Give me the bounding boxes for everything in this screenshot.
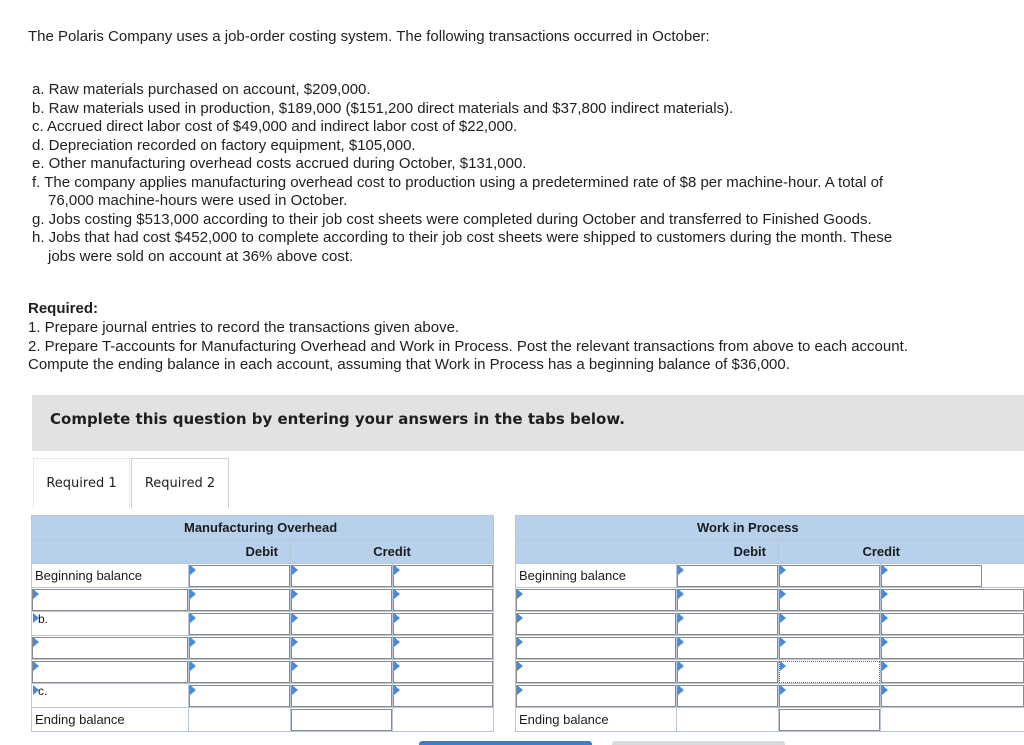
tab-required-2[interactable]: Required 2 xyxy=(131,458,229,508)
mo-debit-amount-input[interactable] xyxy=(189,637,290,659)
wip-credit-label-input[interactable] xyxy=(779,589,880,611)
wip-credit-amount-input[interactable] xyxy=(881,637,1024,659)
wip-credit-amount-input[interactable] xyxy=(881,565,982,587)
mo-ending-debit-cell xyxy=(189,708,291,732)
wip-credit-amount-input[interactable] xyxy=(881,685,1024,707)
instruction-banner xyxy=(32,395,1024,451)
mo-credit-amount-input[interactable] xyxy=(393,565,493,587)
mo-ending-credit-cell xyxy=(393,708,494,732)
mo-ending-balance-input[interactable] xyxy=(291,709,392,731)
wip-ending-debit-cell xyxy=(677,708,779,732)
wip-debit-label-input[interactable] xyxy=(516,613,676,635)
mo-debit-label-input[interactable] xyxy=(32,589,188,611)
mo-credit-amount-input[interactable] xyxy=(393,685,493,707)
mo-debit-label-input[interactable] xyxy=(32,637,188,659)
wip-debit-label-input[interactable] xyxy=(516,589,676,611)
wip-debit-label-input[interactable] xyxy=(516,661,676,683)
wip-debit-amount-input[interactable] xyxy=(677,565,778,587)
wip-debit-amount-input[interactable] xyxy=(677,661,778,683)
mo-debit-amount-input[interactable] xyxy=(189,589,290,611)
wip-debit-amount-input[interactable] xyxy=(677,685,778,707)
mo-ending-balance-label: Ending balance xyxy=(32,708,189,732)
transaction-e: e. Other manufacturing overhead costs accrued during October, $131,000. xyxy=(32,155,527,172)
intro-text: The Polaris Company uses a job-order costing system. The following transactions occurred in October: xyxy=(28,28,710,45)
wip-debit-amount-input[interactable] xyxy=(677,613,778,635)
mo-row-label-b[interactable]: b. xyxy=(32,612,189,636)
wip-row-label: Beginning balance xyxy=(516,564,677,588)
mo-credit-header: Credit xyxy=(291,540,494,564)
wip-ending-balance-input[interactable] xyxy=(779,709,880,731)
transaction-c: c. Accrued direct labor cost of $49,000 and indirect labor cost of $22,000. xyxy=(32,118,518,135)
mo-credit-amount-input[interactable] xyxy=(393,589,493,611)
mo-credit-amount-input[interactable] xyxy=(393,661,493,683)
mo-credit-label-input[interactable] xyxy=(291,565,392,587)
wip-debit-amount-input[interactable] xyxy=(677,589,778,611)
mo-debit-label-input[interactable] xyxy=(32,661,188,683)
transaction-g: g. Jobs costing $513,000 according to their job cost sheets were completed during October and transferred to Finished Goods. xyxy=(32,210,872,228)
required-list xyxy=(28,319,998,375)
wip-credit-label-input[interactable] xyxy=(779,685,880,707)
mo-debit-amount-input[interactable] xyxy=(189,661,290,683)
required-item-1: 1. Prepare journal entries to record the transactions given above. xyxy=(28,319,460,336)
wip-credit-label-input-focused[interactable] xyxy=(779,661,880,683)
transaction-d: d. Depreciation recorded on factory equipment, $105,000. xyxy=(32,136,416,154)
wip-credit-label-input[interactable] xyxy=(779,565,880,587)
wip-credit-header: Credit xyxy=(779,540,1024,564)
wip-credit-amount-input[interactable] xyxy=(881,613,1024,635)
mo-credit-label-input[interactable] xyxy=(291,589,392,611)
t-account-work-in-process xyxy=(515,515,1024,732)
mo-row-label: Beginning balance xyxy=(32,564,189,588)
wip-debit-header: Debit xyxy=(516,540,779,564)
tab-required-1[interactable]: Required 1 xyxy=(33,458,130,508)
mo-title: Manufacturing Overhead xyxy=(32,516,494,540)
wip-credit-label-input[interactable] xyxy=(779,637,880,659)
transaction-list xyxy=(32,81,1007,266)
next-tab-button[interactable] xyxy=(612,741,785,745)
wip-ending-credit-cell xyxy=(881,708,1024,732)
prev-tab-button[interactable] xyxy=(419,741,592,745)
mo-debit-header: Debit xyxy=(32,540,291,564)
mo-row-label-c[interactable]: c. xyxy=(32,684,189,708)
wip-ending-balance-label: Ending balance xyxy=(516,708,677,732)
mo-credit-amount-input[interactable] xyxy=(393,637,493,659)
wip-title: Work in Process xyxy=(516,516,1024,540)
mo-credit-label-input[interactable] xyxy=(291,613,392,635)
mo-debit-amount-input[interactable] xyxy=(189,613,290,635)
wip-credit-amount-input[interactable] xyxy=(881,589,1024,611)
wip-debit-amount-input[interactable] xyxy=(677,637,778,659)
mo-credit-amount-input[interactable] xyxy=(393,613,493,635)
transaction-a: a. Raw materials purchased on account, $209,000. xyxy=(32,81,371,98)
wip-debit-label-input[interactable] xyxy=(516,685,676,707)
transaction-f: f. The company applies manufacturing overhead cost to production using a predetermined rate of $8 per machine-hour. A total of 76,000 machine-hours were used in October. xyxy=(32,173,884,209)
banner-text: Complete this question by entering your answers in the tabs below. xyxy=(50,410,625,428)
transaction-b: b. Raw materials used in production, $189,000 ($151,200 direct materials and $37,800 indirect materials). xyxy=(32,99,734,117)
transaction-h: h. Jobs that had cost $452,000 to complete according to their job cost sheets were shipped to customers during the month. These jobs were sold on account at 36% above cost. xyxy=(32,229,893,265)
mo-credit-label-input[interactable] xyxy=(291,637,392,659)
mo-credit-label-input[interactable] xyxy=(291,685,392,707)
wip-credit-label-input[interactable] xyxy=(779,613,880,635)
required-item-2: 2. Prepare T-accounts for Manufacturing Overhead and Work in Process. Post the relevant transactions from above to each account. xyxy=(28,337,908,355)
mo-debit-amount-input[interactable] xyxy=(189,565,290,587)
required-item-2-cont: Compute the ending balance in each account, assuming that Work in Process has a beginning balance of $36,000. xyxy=(28,356,790,373)
mo-debit-amount-input[interactable] xyxy=(189,685,290,707)
wip-credit-amount-input[interactable] xyxy=(881,661,1024,683)
required-heading: Required: xyxy=(28,300,99,317)
wip-debit-label-input[interactable] xyxy=(516,637,676,659)
t-account-manufacturing-overhead xyxy=(31,515,494,732)
mo-credit-label-input[interactable] xyxy=(291,661,392,683)
